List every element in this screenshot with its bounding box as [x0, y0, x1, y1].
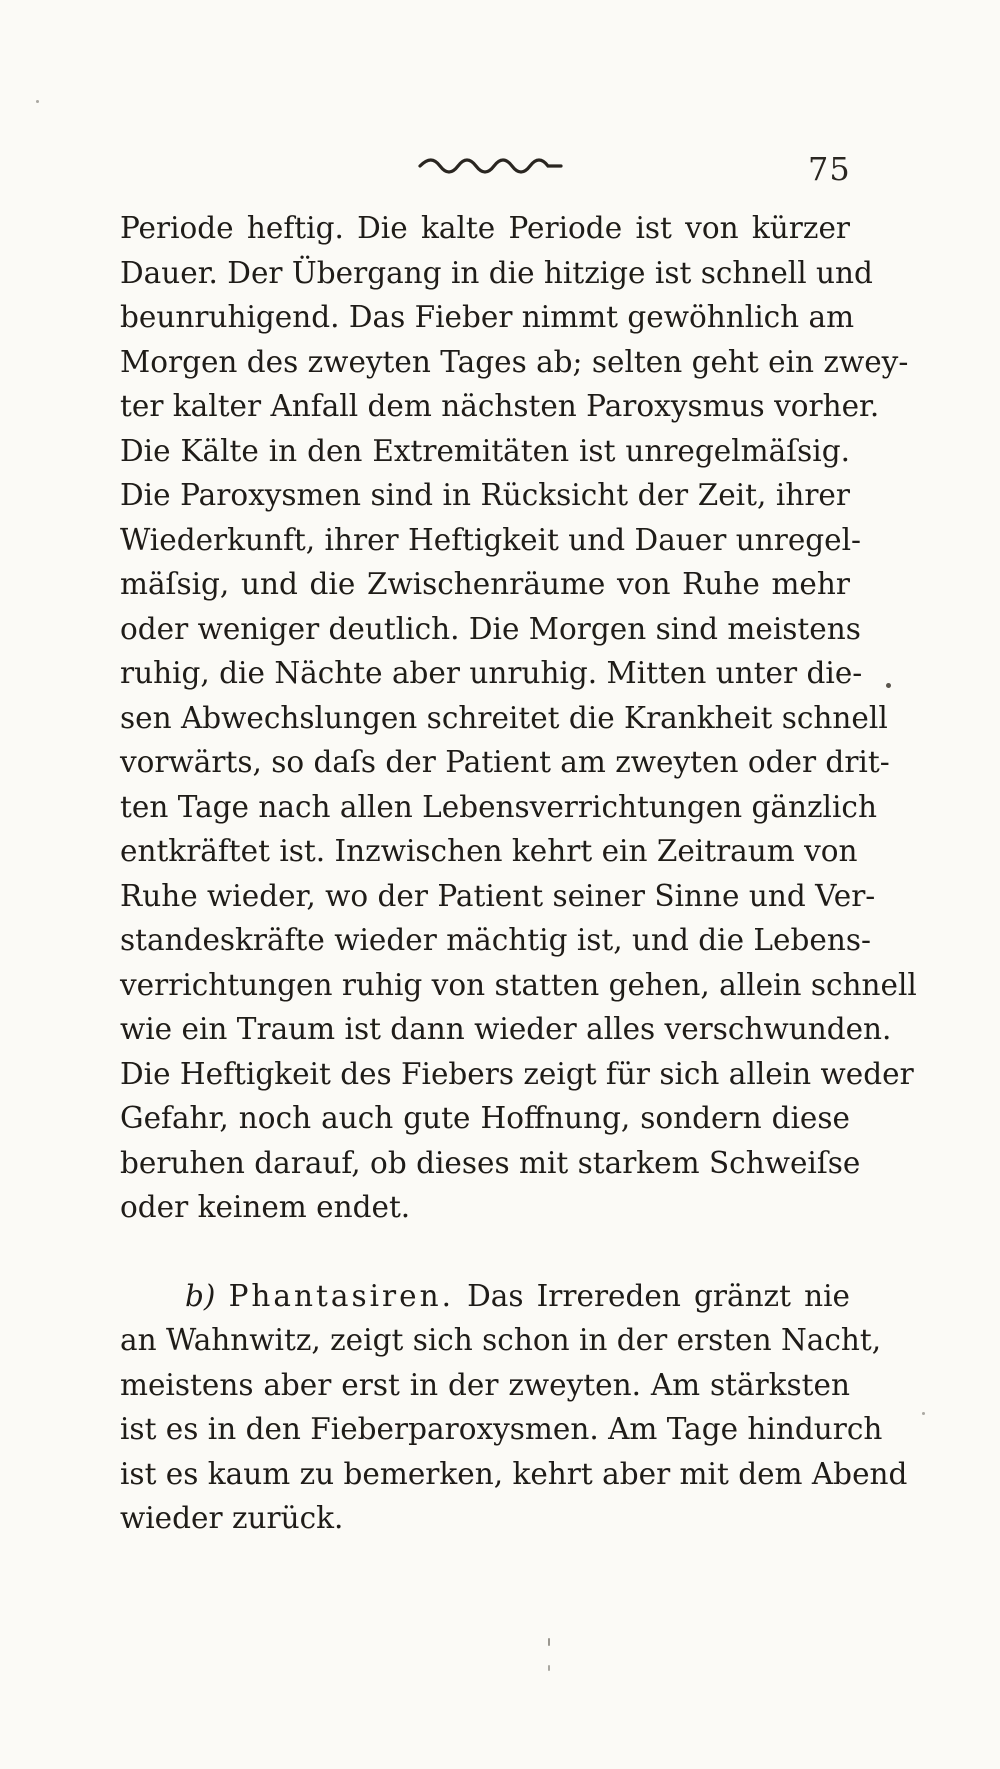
section-heading: Phantasiren.	[228, 1278, 454, 1313]
text-line: oder keinem endet.	[120, 1190, 411, 1224]
text-line: ter kalter Anfall dem nächsten Paroxysmus vorher.	[120, 389, 880, 423]
text-line: oder weniger deutlich. Die Morgen sind meistens	[120, 611, 861, 646]
text-line: Periode heftig. Die kalte Periode ist von kürzer	[120, 211, 850, 245]
text-line-first	[120, 1274, 850, 1319]
paragraph-phantasiren	[120, 1274, 908, 1541]
text-line: Gefahr, noch auch gute Hoffnung, sondern diese	[120, 1101, 850, 1135]
text-line: verrichtungen ruhig von statten gehen, allein schnell	[120, 967, 917, 1002]
text-line: wie ein Traum ist dann wieder alles verschwunden.	[120, 1012, 892, 1046]
text-fragment: Das Irrereden gränzt nie	[467, 1278, 850, 1313]
text-line: ruhig, die Nächte aber unruhig. Mitten unter die-	[120, 656, 863, 690]
text-line: Wiederkunft, ihrer Heftigkeit und Dauer unregel-	[120, 522, 862, 557]
text-line: ist es in den Fieberparoxysmen. Am Tage hindurch	[120, 1412, 883, 1446]
text-line: Dauer. Der Übergang in die hitzige ist schnell und	[120, 255, 873, 290]
paper-speck	[36, 100, 39, 103]
paper-speck	[886, 683, 891, 688]
text-line: an Wahnwitz, zeigt sich schon in der ersten Nacht,	[120, 1323, 882, 1357]
page-number: 75	[808, 150, 851, 188]
text-line: entkräftet ist. Inzwischen kehrt ein Zeitraum von	[120, 834, 858, 868]
text-line: beruhen darauf, ob dieses mit starkem Schweiſse	[120, 1145, 861, 1180]
paper-speck	[548, 1638, 550, 1646]
section-marker: b)	[185, 1278, 216, 1313]
text-line: ten Tage nach allen Lebensverrichtungen gänzlich	[120, 789, 877, 824]
page-header	[0, 150, 1000, 190]
text-line: mäſsig, und die Zwischenräume von Ruhe mehr	[120, 567, 850, 601]
text-line: Die Paroxysmen sind in Rücksicht der Zeit, ihrer	[120, 478, 850, 512]
paper-speck	[922, 1412, 925, 1415]
text-line: vorwärts, so daſs der Patient am zweyten oder drit-	[120, 745, 890, 779]
paragraph-fever-periods	[120, 206, 917, 1230]
paragraph-gap	[120, 1230, 850, 1274]
text-line: Die Kälte in den Extremitäten ist unregelmäſsig.	[120, 433, 850, 468]
text-line: meistens aber erst in der zweyten. Am stärksten	[120, 1367, 850, 1402]
text-line: Morgen des zweyten Tages ab; selten geht ein zwey-	[120, 344, 909, 379]
text-line: Ruhe wieder, wo der Patient seiner Sinne und Ver-	[120, 878, 876, 913]
text-line: sen Abwechslungen schreitet die Krankheit schnell	[120, 700, 888, 735]
text-line: Die Heftigkeit des Fiebers zeigt für sich allein weder	[120, 1056, 914, 1091]
ornament-rule	[418, 154, 563, 176]
text-line: wieder zurück.	[120, 1501, 344, 1535]
text-line: ist es kaum zu bemerken, kehrt aber mit dem Abend	[120, 1456, 908, 1491]
body-text	[120, 206, 917, 1541]
paper-speck	[548, 1665, 550, 1671]
text-line: beunruhigend. Das Fieber nimmt gewöhnlich am	[120, 300, 855, 334]
text-line: standeskräfte wieder mächtig ist, und die Lebens-	[120, 923, 871, 957]
